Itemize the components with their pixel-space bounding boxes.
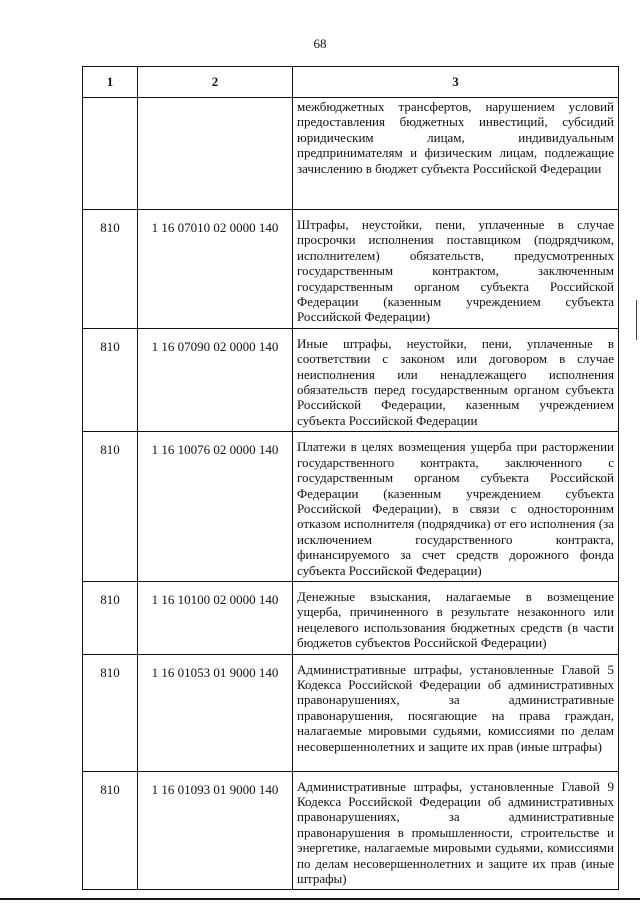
admin-code-cell	[83, 98, 138, 210]
table-row	[83, 328, 619, 431]
column-header-3: 3	[293, 67, 619, 98]
admin-code-cell: 810	[83, 210, 138, 329]
budget-code-cell: 1 16 10100 02 0000 140	[138, 581, 293, 654]
budget-code-cell	[138, 98, 293, 210]
table-row	[83, 210, 619, 329]
table-row	[83, 581, 619, 654]
admin-code-cell: 810	[83, 771, 138, 890]
scan-bottom-edge	[0, 898, 640, 900]
scan-edge-mark	[636, 300, 637, 340]
table-row	[83, 432, 619, 582]
description-cell: Платежи в целях возмещения ущерба при расторжении государственного контракта, заключенного с государственным органом субъекта Российской Федерации (казенным учреждением субъекта Российской Федерации), в связи с односторонним отказом исполнителя (подрядчика) от его исполнения (за исключением государственного контракта, финансируемого за счет средств дорожного фонда субъекта Российской Федерации)	[293, 432, 619, 582]
budget-code-cell: 1 16 07090 02 0000 140	[138, 328, 293, 431]
budget-code-cell: 1 16 01053 01 9000 140	[138, 654, 293, 771]
table-row	[83, 771, 619, 890]
description-cell: межбюджетных трансфертов, нарушением условий предоставления бюджетных инвестиций, субсидий юридическим лицам, индивидуальным предпринимателям и физическим лицам, подлежащие зачислению в бюджет субъекта Российской Федерации	[293, 98, 619, 210]
table-row	[83, 98, 619, 210]
column-header-2: 2	[138, 67, 293, 98]
admin-code-cell: 810	[83, 328, 138, 431]
description-cell: Административные штрафы, установленные Главой 9 Кодекса Российской Федерации об административных правонарушениях, за административные правонарушения в промышленности, строительстве и энергетике, налагаемые мировыми судьями, комиссиями по делам несовершеннолетних и защите их прав (иные штрафы)	[293, 771, 619, 890]
admin-code-cell: 810	[83, 581, 138, 654]
admin-code-cell: 810	[83, 432, 138, 582]
table-header-row	[83, 67, 619, 98]
column-header-1: 1	[83, 67, 138, 98]
page-number: 68	[313, 36, 327, 51]
description-cell: Денежные взыскания, налагаемые в возмещение ущерба, причиненного в результате незаконного или нецелевого использования бюджетных средств (в части бюджетов субъектов Российской Федерации)	[293, 581, 619, 654]
description-cell: Штрафы, неустойки, пени, уплаченные в случае просрочки исполнения поставщиком (подрядчиком, исполнителем) обязательств, предусмотренных государственным контрактом, заключенным государственным органом субъекта Российской Федерации (казенным учреждением субъекта Российской Федерации)	[293, 210, 619, 329]
budget-code-cell: 1 16 10076 02 0000 140	[138, 432, 293, 582]
table-row	[83, 654, 619, 771]
revenue-codes-table	[82, 66, 619, 890]
budget-code-cell: 1 16 01093 01 9000 140	[138, 771, 293, 890]
description-cell: Административные штрафы, установленные Главой 5 Кодекса Российской Федерации об административных правонарушениях, за административные правонарушения, посягающие на права граждан, налагаемые мировыми судьями, комиссиями по делам несовершеннолетних и защите их прав (иные штрафы)	[293, 654, 619, 771]
admin-code-cell: 810	[83, 654, 138, 771]
description-cell: Иные штрафы, неустойки, пени, уплаченные в соответствии с законом или договором в случае неисполнения или ненадлежащего исполнения обязательств перед государственным органом субъекта Российской Федерации, казенным учреждением субъекта Российской Федерации	[293, 328, 619, 431]
budget-code-cell: 1 16 07010 02 0000 140	[138, 210, 293, 329]
